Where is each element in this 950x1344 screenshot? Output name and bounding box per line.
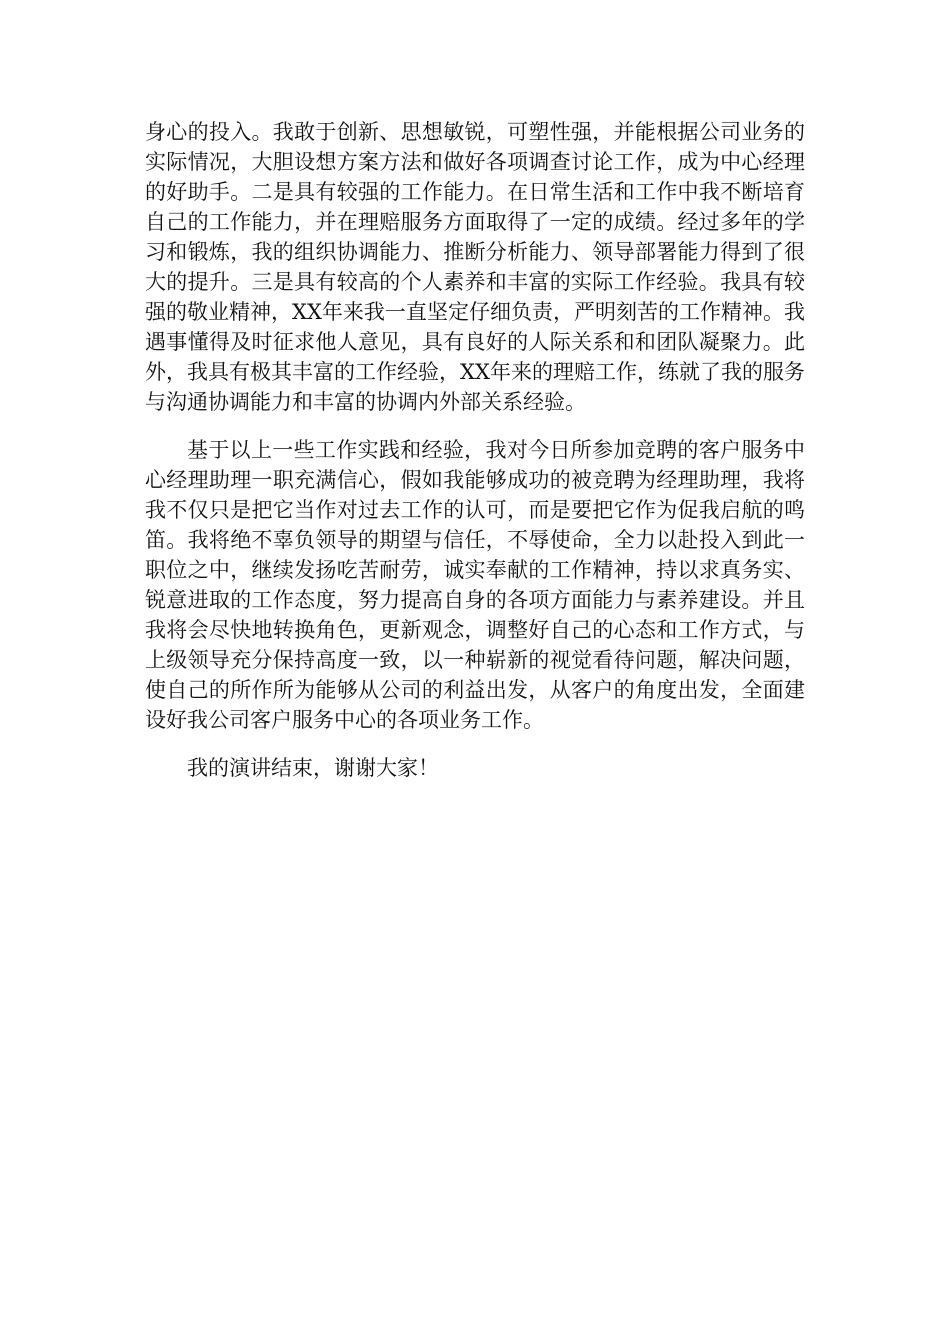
paragraph-closing: 我的演讲结束，谢谢大家！ [187,756,439,780]
paragraph-continuation: 身心的投入。我敢于创新、思想敏锐，可塑性强，并能根据公司业务的实际情况，大胆设想方案方法和做好各项调查讨论工作，成为中心经理的好助手。二是具有较强的工作能力。在日常生活和工作中我不断培育自己的工作能力，并在理赔服务方面取得了一定的成绩。经过多年的学习和锻炼，我的组织协调能力、推断分析能力、领导部署能力得到了很大的提升。三是具有较高的个人素养和丰富的实际工作经验。我具有较强的敬业精神，XX年来我一直坚定仔细负责，严明刻苦的工作精神。我遇事懂得及时征求他人意见，具有良好的人际关系和和团队凝聚力。此外，我具有极其丰富的工作经验，XX年来的理赔工作，练就了我的服务与沟通协调能力和丰富的协调内外部关系经验。 [145,120,805,414]
document-body [145,117,805,801]
paragraph-confidence: 基于以上一些工作实践和经验，我对今日所参加竞聘的客户服务中心经理助理一职充满信心，假如我能够成功的被竞聘为经理助理，我将我不仅只是把它当作对过去工作的认可，而是要把它作为促我启航的鸣笛。我将绝不辜负领导的期望与信任，不辱使命，全力以赴投入到此一职位之中，继续发扬吃苦耐劳，诚实奉献的工作精神，持以求真务实、锐意进取的工作态度，努力提高自身的各项方面能力与素养建设。并且我将会尽快地转换角色，更新观念，调整好自己的心态和工作方式，与上级领导充分保持高度一致，以一种崭新的视觉看待问题，解决问题，使自己的所作所为能够从公司的利益出发，从客户的角度出发，全面建设好我公司客户服务中心的各项业务工作。 [145,438,805,732]
